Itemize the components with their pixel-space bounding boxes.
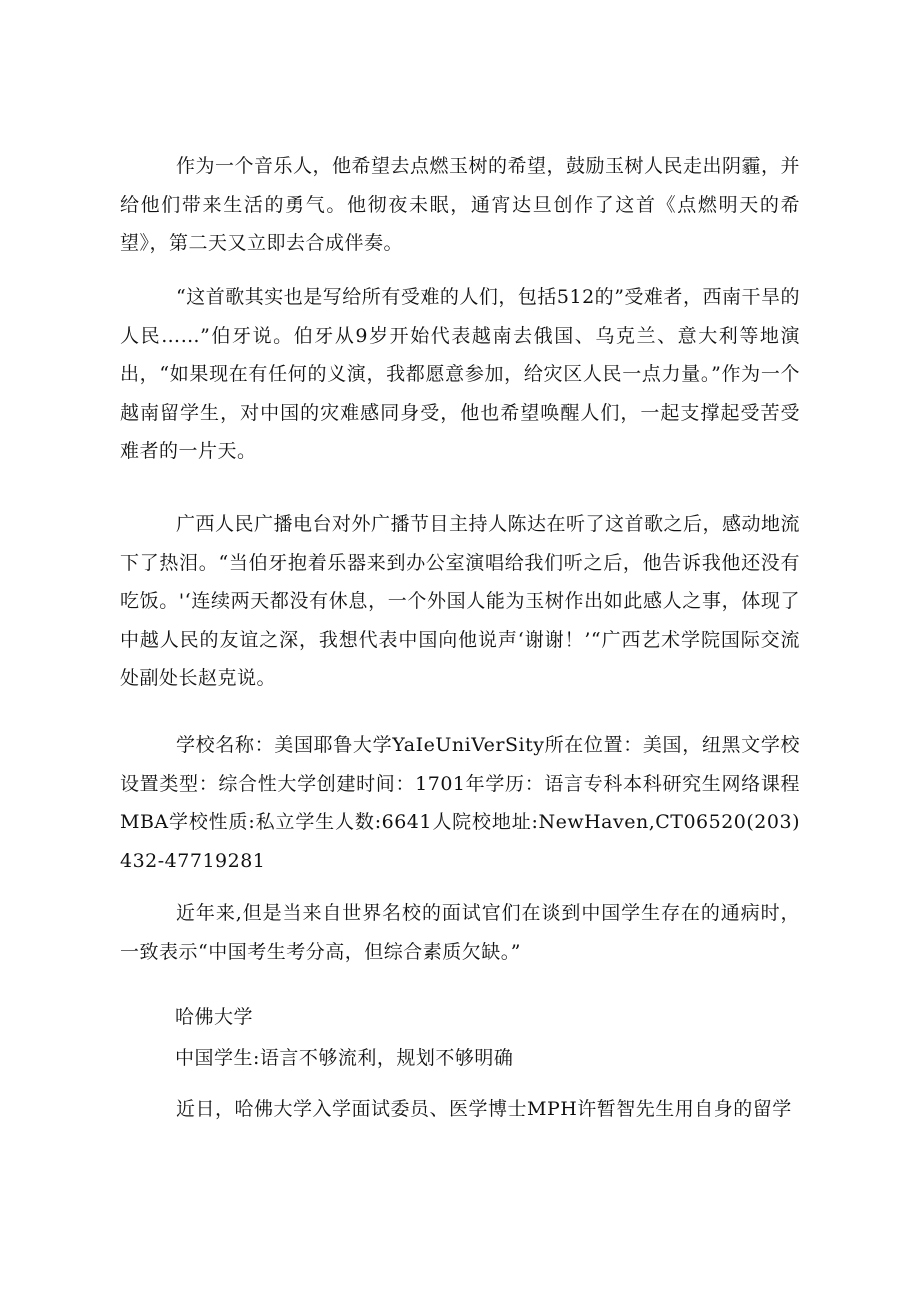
paragraph-5: 近年来,但是当来自世界名校的面试官们在谈到中国学生存在的通病时，一致表示“中国考生考分高，但综合素质欠缺。”: [120, 902, 800, 963]
section-subheading: 中国学生:语言不够流利，规划不够明确: [175, 1047, 514, 1069]
section-heading: 哈佛大学: [175, 1006, 254, 1028]
paragraph-4-school-info: 学校名称：美国耶鲁大学YaIeUniVerSity所在位置：美国，纽黑文学校设置类型：综合性大学创建时间：1701年学历：语言专科本科研究生网络课程MBA学校性质:私立学生人数:6641人院校地址:NewHaven,CT06520(203)432-47719281: [120, 734, 800, 872]
paragraph-1: 作为一个音乐人，他希望去点燃玉树的希望，鼓励玉树人民走出阴霾，并给他们带来生活的勇气。他彻夜未眠，通宵达旦创作了这首《点燃明天的希望》，第二天又立即去合成伴奏。: [120, 155, 801, 254]
paragraph-3: 广西人民广播电台对外广播节目主持人陈达在听了这首歌之后，感动地流下了热泪。“当伯牙抱着乐器来到办公室演唱给我们听之后，他告诉我他还没有吃饭。'‘连续两天都没有休息，一个外国人能为玉树作出如此感人之事，体现了中越人民的友谊之深，我想代表中国向他说声‘谢谢！’“广西艺术学院国际交流处副处长赵克说。: [120, 513, 801, 689]
paragraph-6: 近日，哈佛大学入学面试委员、医学博士MPH许暂智先生用自身的留学: [176, 1098, 792, 1120]
paragraph-2: “这首歌其实也是写给所有受难的人们，包括512的”受难者，西南干旱的人民……”伯牙说。伯牙从9岁开始代表越南去俄国、乌克兰、意大利等地演出，“如果现在有任何的义演，我都愿意参加，给灾区人民一点力量。”作为一个越南留学生，对中国的灾难感同身受，他也希望唤醒人们，一起支撑起受苦受难者的一片天。: [120, 286, 800, 462]
